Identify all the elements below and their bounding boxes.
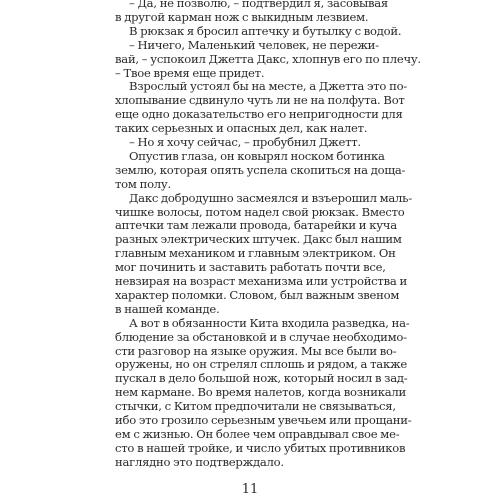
- text-line: оружены, но он стрелял сплошь и рядом, а также: [115, 357, 407, 372]
- text-line: том полу.: [115, 176, 171, 191]
- text-line: мог починить и заставить работать почти все,: [115, 260, 386, 275]
- text-line: главным механиком и главным электриком. Он: [115, 246, 396, 261]
- text-line: сто в нашей тройке, и число убитых противников: [115, 440, 406, 455]
- text-line: в нашей команде.: [115, 301, 220, 316]
- text-line: Дакс добродушно засмеялся и взъерошил маль-: [129, 190, 412, 205]
- text-line: чишке волосы, потом надел свой рюкзак. Вместо: [115, 204, 405, 219]
- text-line: в другой карман нож с выкидным лезвием.: [115, 9, 369, 24]
- text-line: аптечки там лежали провода, батарейки и куча: [115, 218, 397, 233]
- text-line: стычки, с Китом предпочитали не связываться,: [115, 399, 396, 414]
- text-line: хлопывание сдвинуло чуть ли не на полфута. Вот: [115, 93, 405, 108]
- text-line: сти разговор на языке оружия. Мы все были во-: [115, 343, 397, 358]
- page-number: 11: [241, 482, 259, 497]
- text-line: А вот в обязанности Кита входила разведка, на-: [129, 315, 410, 330]
- text-line: – Но я хочу сейчас, – пробубнил Джетт.: [129, 135, 361, 149]
- text-line: – Твое время еще придет.: [115, 65, 265, 80]
- text-line: Опустив глаза, он ковырял носком ботинка: [129, 148, 385, 163]
- text-line: нем кармане. Во время налетов, когда возникали: [115, 385, 407, 400]
- text-line: еще одно доказательство его непригодности для: [115, 107, 403, 122]
- text-line: ибо это грозило серьезным увечьем или прощани-: [115, 413, 412, 427]
- text-line: невзирая на возраст механизма или устройства и: [115, 274, 407, 288]
- text-line: – Ничего, Маленький человек, не пережи-: [129, 37, 379, 52]
- text-line: – Да, не позволю, – подтвердил я, засовывая: [129, 0, 388, 10]
- text-line: вай, – успокоил Джетта Дакс, хлопнув его по плечу.: [115, 51, 421, 66]
- text-line: землю, которая опять успела скопиться на доща-: [115, 162, 406, 177]
- text-line: блюдение за обстановкой и в случае необходимо-: [115, 329, 407, 344]
- text-line: таких серьезных и опасных дел, как налет.: [115, 121, 368, 136]
- text-line: ем с жизнью. Он более чем оправдывал свое ме-: [115, 426, 400, 441]
- text-line: В рюкзак я бросил аптечку и бутылку с водой.: [129, 23, 402, 38]
- text-line: наглядно это подтверждало.: [115, 454, 284, 469]
- text-line: разных электрических штучек. Дакс был нашим: [115, 232, 402, 247]
- text-line: характер поломки. Словом, был важным звеном: [115, 287, 400, 302]
- text-line: Взрослый устоял бы на месте, а Джетта это по-: [129, 79, 407, 94]
- text-line: пускал в дело большой нож, который носил в зад-: [115, 371, 408, 386]
